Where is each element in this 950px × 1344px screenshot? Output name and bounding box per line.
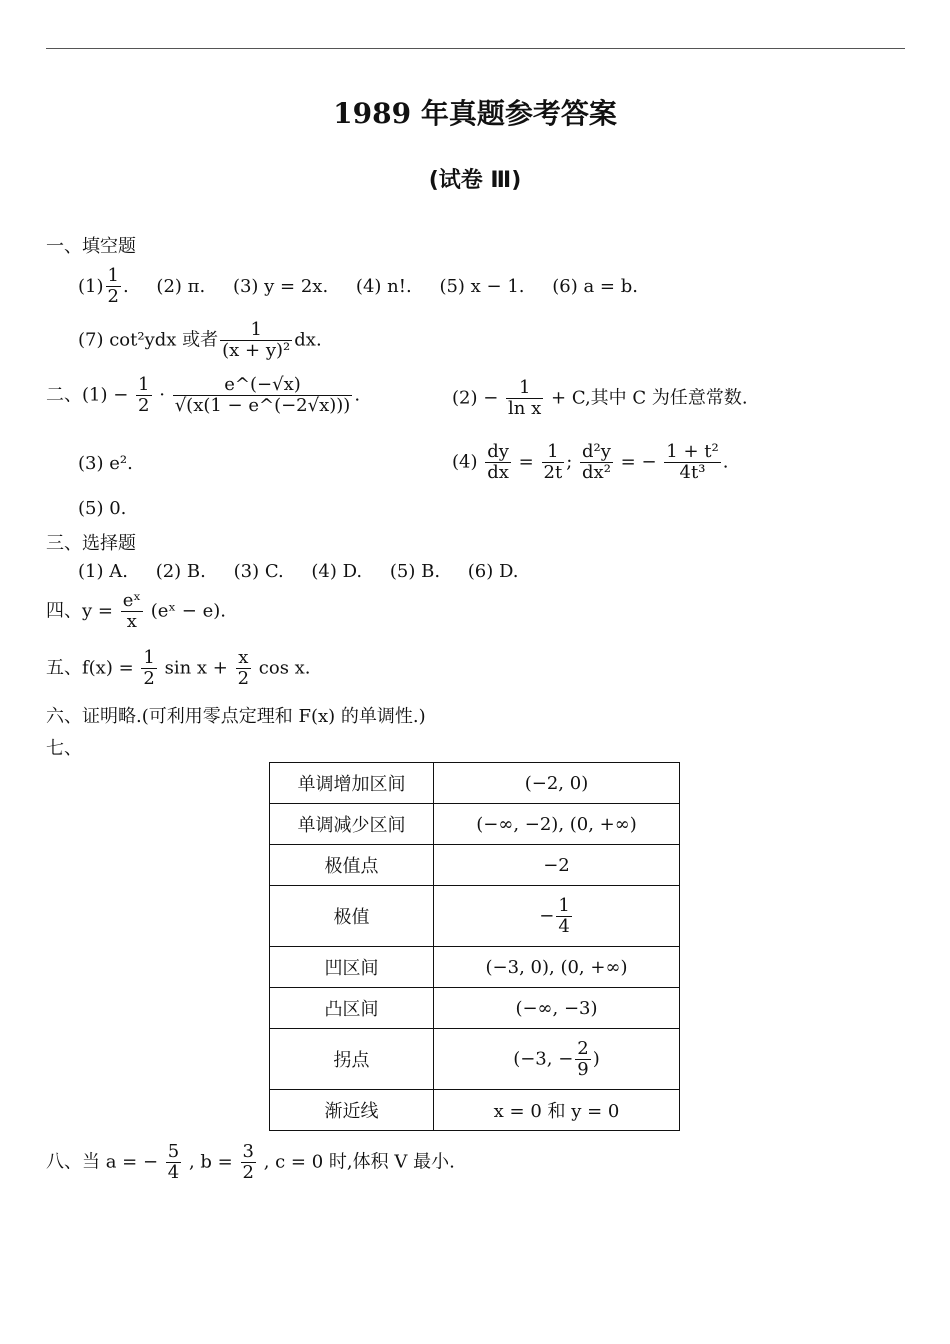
s1-row1 [78,266,660,307]
section-7-heading: 七、 [46,738,82,759]
s3-answer: (4) D. [311,561,363,582]
s1-i7: (7) cot²ydx 或者 $\frac{1}{\text{(x + y)²}}$ dx. [78,319,322,361]
s2-i3: (3) e². [78,453,133,474]
s1-i6: (6) a = b. [552,275,638,297]
s6-line: 六、证明略.(可利用零点定理和 F(x) 的单调性.) [46,706,426,727]
s3-answer: (5) B. [389,561,441,582]
table-row: 单调增加区间 (−2, 0) [270,763,680,804]
s3-answer: (1) A. [78,561,128,582]
section-1-heading: 一、填空题 [46,236,136,257]
s3-answer: (3) C. [233,561,284,582]
s1-i4: (4) n!. [355,275,412,297]
table-row: 渐近线 x = 0 和 y = 0 [270,1090,680,1131]
page-title: 1989 年真题参考答案 [333,97,617,130]
s5-line: 五、f(x) = $\frac{1}{2}$ sin x + $\frac{x}{2}$ cos x. [46,647,311,689]
top-rule [46,48,905,49]
table-row: 极值点 −2 [270,845,680,886]
s4-line: 四、y = $\frac{\text{eˣ}}{x}$ (eˣ − e). [46,590,226,632]
s2-i2: (2) − $\frac{1}{\text{ln x}}$ + C,其中 C 为任意常数. [452,377,748,419]
s2-i4: (4) $\frac{dy}{dx}$ = $\frac{1}{2t}$ ; $\frac{\text{d²y}}{\text{dx²}}$ = − $\frac{\text{1 + t²}}{\text{4t³}}$ . [452,441,729,483]
table-row: 极值 − $\frac{1}{4}$ [270,886,680,947]
page-subtitle: (试卷 Ⅲ) [428,168,522,193]
table-row: 凹区间 (−3, 0), (0, +∞) [270,947,680,988]
s2-i5: (5) 0. [78,498,127,519]
s3-answer: (6) D. [467,561,519,582]
s3-answers [78,561,541,582]
s1-i3: (3) y = 2x. [232,275,329,297]
s1-i5: (5) x − 1. [439,275,525,297]
table-row: 拐点 (−3, − $\frac{2}{9}$ ) [270,1029,680,1090]
s8-line: 八、当 a = − $\frac{5}{4}$ , b = $\frac{3}{2}$ , c = 0 时,体积 V 最小. [46,1141,455,1183]
section-3-heading: 三、选择题 [46,533,136,554]
s1-i1: (1) $\frac{1}{2}$ . [78,265,129,307]
s2-i1: 二、(1) − $\frac{1}{2}$ · $\frac{e\^{}(-√x)}{√(x(1 - e\^{}(-2√x)))}$ . [46,374,361,416]
results-table [269,762,680,1131]
table-row: 凸区间 (−∞, −3) [270,988,680,1029]
s1-i2: (2) π. [156,275,206,297]
table-row: 单调减少区间 (−∞, −2), (0, +∞) [270,804,680,845]
s3-answer: (2) B. [155,561,206,582]
